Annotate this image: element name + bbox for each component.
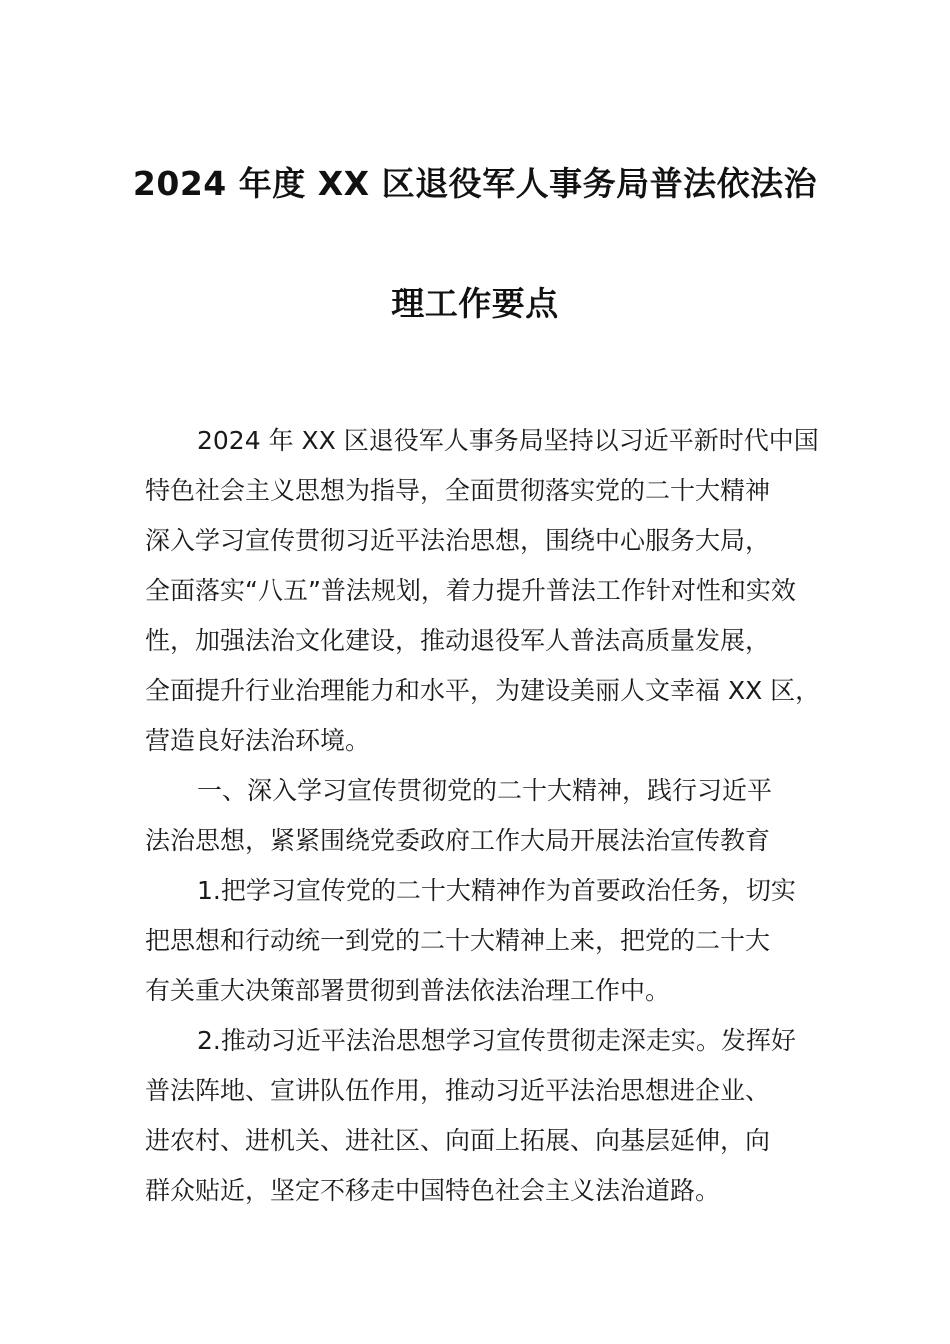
- body-text-line: 1.把学习宣传党的二十大精神作为首要政治任务，切实: [197, 876, 796, 905]
- document-title-line-1: 2024 年度 XX 区退役军人事务局普法依法治: [132, 164, 818, 203]
- body-text-line: 特色社会主义思想为指导，全面贯彻落实党的二十大精神: [145, 476, 771, 505]
- body-text-line: 性，加强法治文化建设，推动退役军人普法高质量发展，: [145, 626, 771, 655]
- body-text-line: 全面提升行业治理能力和水平，为建设美丽人文幸福 XX 区，: [145, 676, 821, 705]
- body-text-line: 进农村、进机关、进社区、向面上拓展、向基层延伸，向: [145, 1126, 771, 1155]
- body-text-line: 群众贴近，坚定不移走中国特色社会主义法治道路。: [145, 1176, 721, 1205]
- body-text-line: 一、深入学习宣传贯彻党的二十大精神，践行习近平: [197, 776, 773, 805]
- body-text-line: 2024 年 XX 区退役军人事务局坚持以习近平新时代中国: [197, 426, 819, 455]
- body-text-line: 营造良好法治环境。: [145, 726, 371, 755]
- body-text-line: 全面落实“八五”普法规划，着力提升普法工作针对性和实效: [145, 576, 796, 605]
- body-text-line: 法治思想，紧紧围绕党委政府工作大局开展法治宣传教育: [145, 826, 771, 855]
- body-text-line: 把思想和行动统一到党的二十大精神上来，把党的二十大: [145, 926, 771, 955]
- document-body: [145, 416, 835, 1216]
- body-text-line: 普法阵地、宣讲队伍作用，推动习近平法治思想进企业、: [145, 1076, 771, 1105]
- body-text-line: 深入学习宣传贯彻习近平法治思想，围绕中心服务大局，: [145, 526, 771, 555]
- body-text-line: 2.推动习近平法治思想学习宣传贯彻走深走实。发挥好: [197, 1026, 796, 1055]
- document-title-line-2: 理工作要点: [391, 284, 559, 323]
- body-text-line: 有关重大决策部署贯彻到普法依法治理工作中。: [145, 976, 671, 1005]
